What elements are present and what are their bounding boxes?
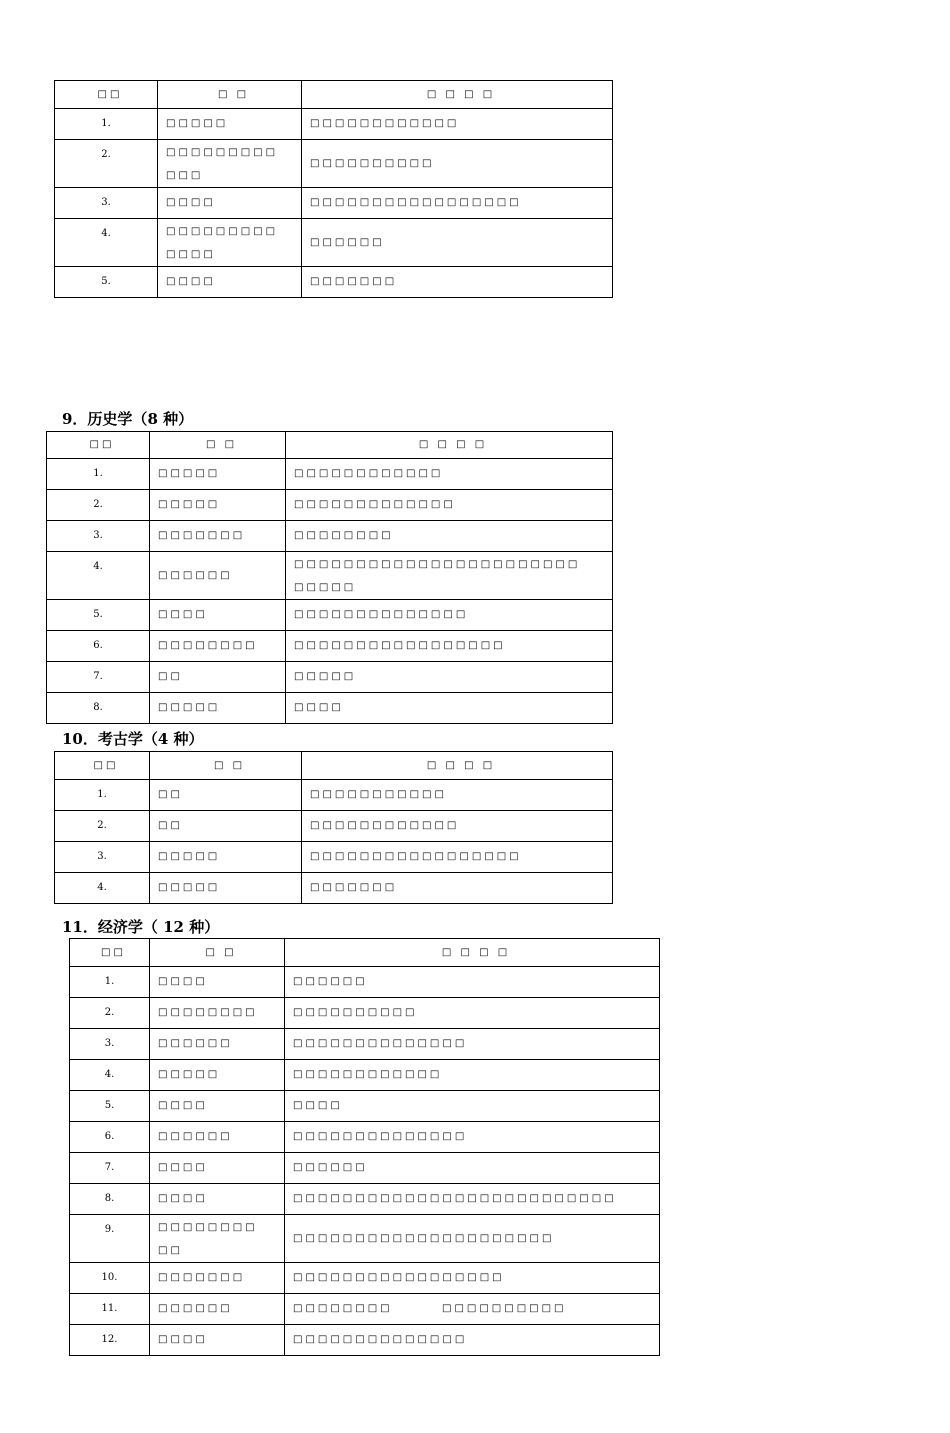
- row-num: 1.: [55, 109, 158, 140]
- table-row: [47, 693, 613, 724]
- row-num: 3.: [70, 1029, 150, 1060]
- row-num: 2.: [55, 140, 158, 188]
- table-header-row: [55, 752, 613, 780]
- row-note: □□□□□□□: [302, 267, 613, 298]
- col-header-name: □ □: [150, 752, 302, 780]
- row-name: □□: [150, 780, 302, 811]
- row-name: □□□□□: [150, 693, 286, 724]
- row-note: □□□□□□□□□□□□□: [286, 490, 613, 521]
- row-name: □□□□□□□□□ □□□: [158, 140, 302, 188]
- row-num: 7.: [47, 662, 150, 693]
- row-name: □□□□□: [158, 109, 302, 140]
- row-num: 3.: [55, 188, 158, 219]
- row-note: □□□□: [285, 1091, 660, 1122]
- row-note: □□□□□: [286, 662, 613, 693]
- row-note: □□□□□□□□□□□□: [285, 1060, 660, 1091]
- table-history: [46, 431, 613, 724]
- col-header-num: □□: [55, 752, 150, 780]
- row-num: 2.: [47, 490, 150, 521]
- row-name: □□□□□: [150, 1060, 285, 1091]
- row-note: □□□□□□□□□□□□□□□□□: [302, 188, 613, 219]
- row-name: □□□□□□: [150, 1294, 285, 1325]
- col-header-num: □□: [55, 81, 158, 109]
- table-row: [55, 109, 613, 140]
- row-name: □□□□: [150, 1153, 285, 1184]
- row-num: 7.: [70, 1153, 150, 1184]
- table-row: [55, 780, 613, 811]
- row-num: 5.: [70, 1091, 150, 1122]
- row-name: □□: [150, 662, 286, 693]
- row-name: □□□□□□□: [150, 1263, 285, 1294]
- col-header-num: □□: [70, 939, 150, 967]
- row-note: □□□□□□□□□□□□□□□□□: [285, 1263, 660, 1294]
- section-heading-archaeology: 10．考古学（4 种）: [62, 730, 204, 748]
- row-note: □□□□□□□□: [286, 521, 613, 552]
- table-row: [70, 998, 660, 1029]
- col-header-note: □ □ □ □: [285, 939, 660, 967]
- section-heading-economics: 11．经济学（ 12 种）: [62, 918, 220, 936]
- row-num: 4.: [70, 1060, 150, 1091]
- table-row: [70, 1325, 660, 1356]
- row-name: □□□□□□: [150, 1122, 285, 1153]
- table-row: [47, 662, 613, 693]
- row-note: □□□□□□□□ □□□□□□□□□□: [285, 1294, 660, 1325]
- row-note: □□□□□□□□□□□□□□□□□□□□□: [285, 1215, 660, 1263]
- col-header-name: □ □: [158, 81, 302, 109]
- row-num: 11.: [70, 1294, 150, 1325]
- row-num: 2.: [70, 998, 150, 1029]
- row-note: □□□□□□□□□□: [302, 140, 613, 188]
- table-row: [70, 1184, 660, 1215]
- row-name: □□□□□□□□: [150, 631, 286, 662]
- table-row: [70, 1122, 660, 1153]
- row-name: □□□□□: [150, 490, 286, 521]
- row-note: □□□□□□□□□□: [285, 998, 660, 1029]
- row-name: □□□□□□: [150, 1029, 285, 1060]
- table-header-row: [47, 432, 613, 459]
- row-name: □□□□□□□□□ □□□□: [158, 219, 302, 267]
- table-row: [55, 219, 613, 267]
- table-row: [55, 842, 613, 873]
- row-note: □□□□□□□□□□□□□□□□□: [286, 631, 613, 662]
- table-header-row: [55, 81, 613, 109]
- row-name: □□□□: [150, 1091, 285, 1122]
- row-note: □□□□□□□□□□□□: [286, 459, 613, 490]
- row-note: □□□□□□□□□□□□: [302, 109, 613, 140]
- table-top: [54, 80, 613, 298]
- row-name: □□□□: [150, 1184, 285, 1215]
- row-name: □□: [150, 811, 302, 842]
- col-header-name: □ □: [150, 939, 285, 967]
- table-row: [47, 631, 613, 662]
- row-num: 3.: [47, 521, 150, 552]
- row-note: □□□□□□□□□□□□□□: [285, 1029, 660, 1060]
- row-num: 12.: [70, 1325, 150, 1356]
- row-num: 1.: [47, 459, 150, 490]
- row-name: □□□□: [158, 267, 302, 298]
- table-row: [70, 1263, 660, 1294]
- row-name: □□□□: [150, 967, 285, 998]
- table-row: [70, 967, 660, 998]
- row-num: 8.: [47, 693, 150, 724]
- section-heading-history: 9．历史学（8 种）: [62, 410, 194, 428]
- row-note: □□□□□□: [285, 1153, 660, 1184]
- table-economics: [69, 938, 660, 1356]
- table-row: [70, 1294, 660, 1325]
- row-name: □□□□□: [150, 873, 302, 904]
- row-note: □□□□□□□□□□□□□□□□□: [302, 842, 613, 873]
- row-name: □□□□□: [150, 842, 302, 873]
- table-row: [55, 188, 613, 219]
- table-row: [55, 140, 613, 188]
- table-row: [47, 600, 613, 631]
- row-name: □□□□: [158, 188, 302, 219]
- row-num: 5.: [55, 267, 158, 298]
- table-row: [47, 521, 613, 552]
- row-name: □□□□□: [150, 459, 286, 490]
- row-note: □□□□□□□: [302, 873, 613, 904]
- row-note: □□□□□□□□□□□□□□: [286, 600, 613, 631]
- row-name: □□□□: [150, 600, 286, 631]
- table-row: [47, 552, 613, 600]
- table-row: [70, 1091, 660, 1122]
- col-header-note: □ □ □ □: [302, 752, 613, 780]
- row-note: □□□□□□□□□□□□□□□□□□□□□□□ □□□□□: [286, 552, 613, 600]
- table-row: [70, 1215, 660, 1263]
- row-num: 4.: [55, 873, 150, 904]
- table-header-row: [70, 939, 660, 967]
- row-name: □□□□: [150, 1325, 285, 1356]
- col-header-note: □ □ □ □: [302, 81, 613, 109]
- table-row: [55, 873, 613, 904]
- table-row: [70, 1029, 660, 1060]
- row-num: 6.: [47, 631, 150, 662]
- col-header-name: □ □: [150, 432, 286, 459]
- row-num: 3.: [55, 842, 150, 873]
- row-note: □□□□□□: [285, 967, 660, 998]
- row-note: □□□□□□□□□□□□: [302, 811, 613, 842]
- col-header-num: □□: [47, 432, 150, 459]
- row-num: 8.: [70, 1184, 150, 1215]
- row-num: 5.: [47, 600, 150, 631]
- row-num: 1.: [70, 967, 150, 998]
- row-note: □□□□: [286, 693, 613, 724]
- row-note: □□□□□□□□□□□□□□: [285, 1325, 660, 1356]
- row-num: 1.: [55, 780, 150, 811]
- row-note: □□□□□□□□□□□: [302, 780, 613, 811]
- row-name: □□□□□□□□ □□: [150, 1215, 285, 1263]
- row-num: 6.: [70, 1122, 150, 1153]
- row-num: 4.: [47, 552, 150, 600]
- row-name: □□□□□□□□: [150, 998, 285, 1029]
- table-row: [47, 490, 613, 521]
- row-num: 4.: [55, 219, 158, 267]
- row-num: 2.: [55, 811, 150, 842]
- row-note: □□□□□□: [302, 219, 613, 267]
- table-row: [55, 267, 613, 298]
- row-note: □□□□□□□□□□□□□□: [285, 1122, 660, 1153]
- table-row: [55, 811, 613, 842]
- table-row: [47, 459, 613, 490]
- row-note: □□□□□□□□□□□□□□□□□□□□□□□□□□: [285, 1184, 660, 1215]
- col-header-note: □ □ □ □: [286, 432, 613, 459]
- row-num: 10.: [70, 1263, 150, 1294]
- row-name: □□□□□□□: [150, 521, 286, 552]
- table-archaeology: [54, 751, 613, 904]
- row-num: 9.: [70, 1215, 150, 1263]
- table-row: [70, 1153, 660, 1184]
- table-row: [70, 1060, 660, 1091]
- row-name: □□□□□□: [150, 552, 286, 600]
